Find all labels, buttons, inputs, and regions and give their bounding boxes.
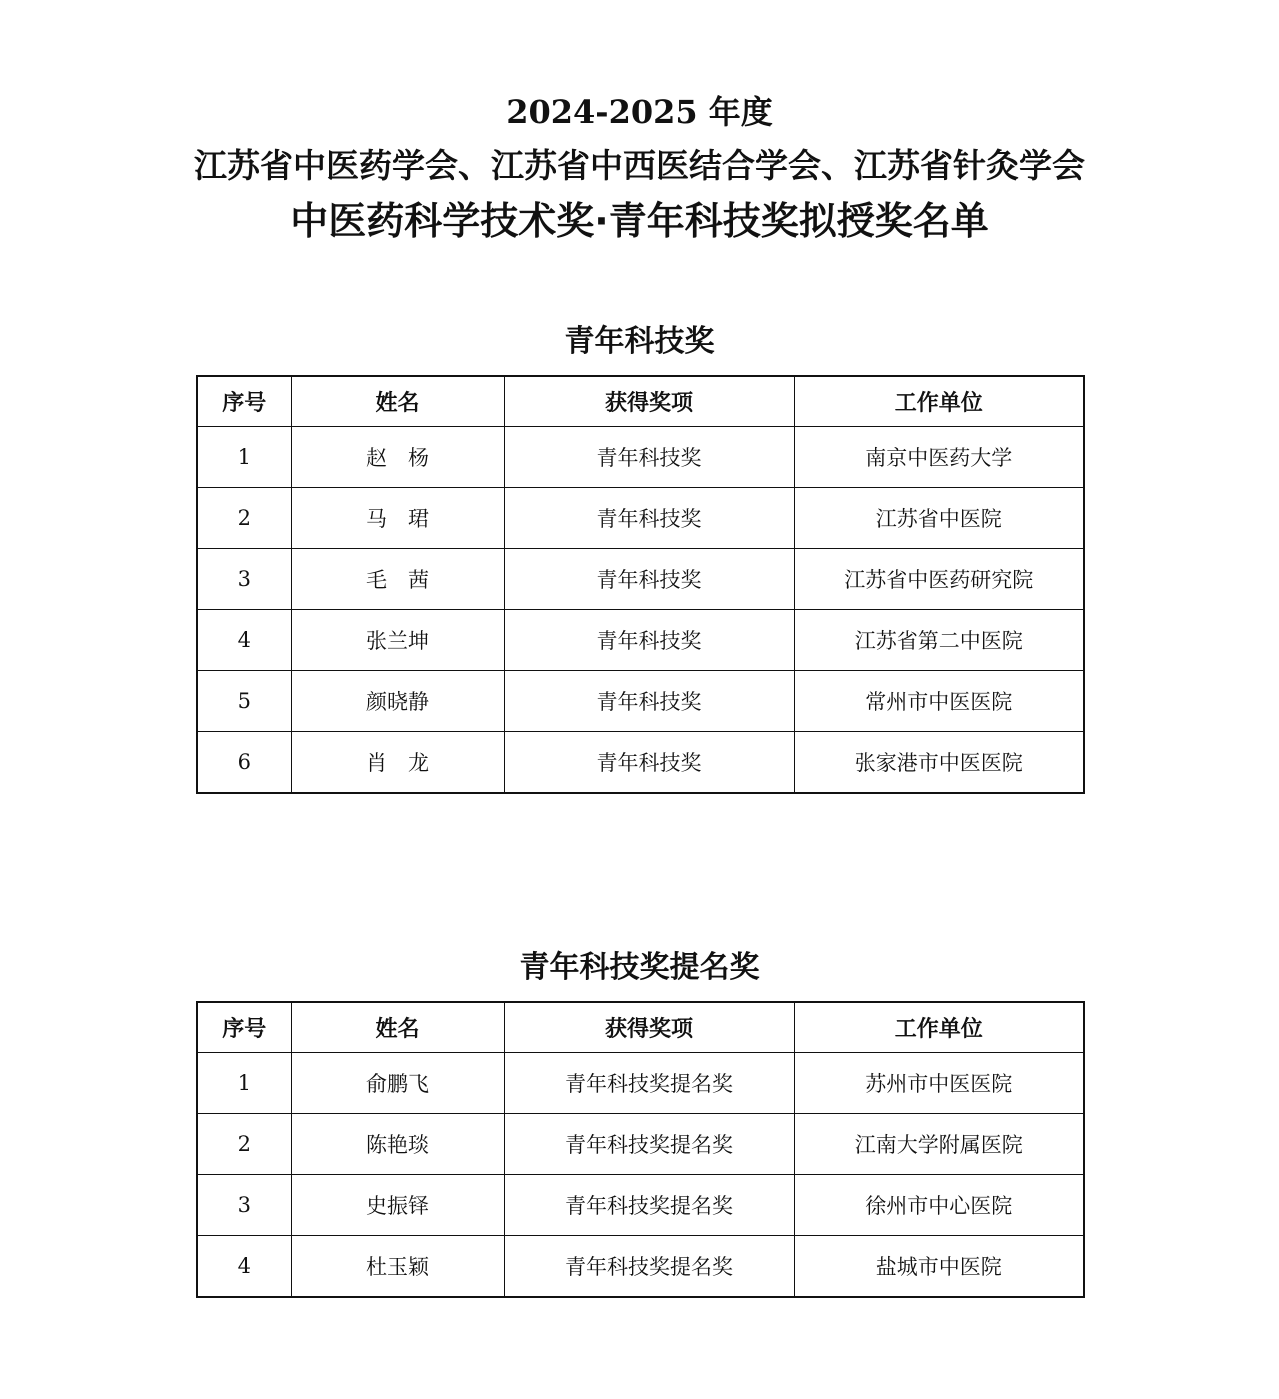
section-heading-young-sci-tech-award: 青年科技奖 — [564, 324, 715, 359]
cell-seq: 4 — [197, 610, 291, 671]
cell-name: 俞鹏飞 — [291, 1053, 504, 1114]
table-row — [197, 1114, 1084, 1175]
cell-seq: 3 — [197, 1175, 291, 1236]
cell-unit: 江苏省第二中医院 — [794, 610, 1084, 671]
nomination-award-table — [196, 1001, 1085, 1298]
cell-award: 青年科技奖提名奖 — [504, 1053, 794, 1114]
cell-name: 毛 茜 — [291, 549, 504, 610]
table-row — [197, 671, 1084, 732]
column-header-award: 获得奖项 — [504, 1002, 794, 1053]
cell-unit: 常州市中医医院 — [794, 671, 1084, 732]
cell-name: 陈艳琰 — [291, 1114, 504, 1175]
cell-name: 杜玉颖 — [291, 1236, 504, 1298]
cell-seq: 1 — [197, 427, 291, 488]
table-row — [197, 488, 1084, 549]
cell-seq: 3 — [197, 549, 291, 610]
cell-award: 青年科技奖 — [504, 427, 794, 488]
cell-award: 青年科技奖 — [504, 610, 794, 671]
cell-award: 青年科技奖 — [504, 732, 794, 794]
table-row — [197, 1175, 1084, 1236]
cell-name: 史振铎 — [291, 1175, 504, 1236]
column-header-unit: 工作单位 — [794, 1002, 1084, 1053]
cell-unit: 南京中医药大学 — [794, 427, 1084, 488]
table-row — [197, 549, 1084, 610]
organizations-line: 江苏省中医药学会、江苏省中西医结合学会、江苏省针灸学会 — [194, 146, 1085, 185]
cell-name: 肖 龙 — [291, 732, 504, 794]
cell-award: 青年科技奖提名奖 — [504, 1236, 794, 1298]
column-header-unit: 工作单位 — [794, 376, 1084, 427]
cell-name: 马 珺 — [291, 488, 504, 549]
cell-name: 张兰坤 — [291, 610, 504, 671]
cell-award: 青年科技奖提名奖 — [504, 1114, 794, 1175]
table-row — [197, 1053, 1084, 1114]
section-heading-nomination-award: 青年科技奖提名奖 — [519, 950, 760, 985]
young-sci-tech-award-table — [196, 375, 1085, 794]
cell-unit: 江苏省中医院 — [794, 488, 1084, 549]
cell-seq: 2 — [197, 1114, 291, 1175]
cell-name: 颜晓静 — [291, 671, 504, 732]
cell-unit: 江南大学附属医院 — [794, 1114, 1084, 1175]
cell-unit: 张家港市中医医院 — [794, 732, 1084, 794]
document-title: 中医药科学技术奖·青年科技奖拟授奖名单 — [290, 199, 989, 243]
table-row — [197, 732, 1084, 794]
cell-award: 青年科技奖提名奖 — [504, 1175, 794, 1236]
column-header-name: 姓名 — [291, 376, 504, 427]
table-header-row — [197, 1002, 1084, 1053]
column-header-seq: 序号 — [197, 1002, 291, 1053]
cell-award: 青年科技奖 — [504, 671, 794, 732]
cell-name: 赵 杨 — [291, 427, 504, 488]
table-row — [197, 427, 1084, 488]
column-header-seq: 序号 — [197, 376, 291, 427]
column-header-award: 获得奖项 — [504, 376, 794, 427]
table-row — [197, 610, 1084, 671]
cell-unit: 徐州市中心医院 — [794, 1175, 1084, 1236]
cell-seq: 1 — [197, 1053, 291, 1114]
cell-seq: 2 — [197, 488, 291, 549]
cell-seq: 6 — [197, 732, 291, 794]
cell-unit: 盐城市中医院 — [794, 1236, 1084, 1298]
cell-unit: 江苏省中医药研究院 — [794, 549, 1084, 610]
cell-unit: 苏州市中医医院 — [794, 1053, 1084, 1114]
cell-seq: 5 — [197, 671, 291, 732]
table-row — [197, 1236, 1084, 1298]
column-header-name: 姓名 — [291, 1002, 504, 1053]
cell-award: 青年科技奖 — [504, 549, 794, 610]
cell-seq: 4 — [197, 1236, 291, 1298]
table-header-row — [197, 376, 1084, 427]
cell-award: 青年科技奖 — [504, 488, 794, 549]
document-year: 2024-2025 年度 — [506, 93, 773, 131]
